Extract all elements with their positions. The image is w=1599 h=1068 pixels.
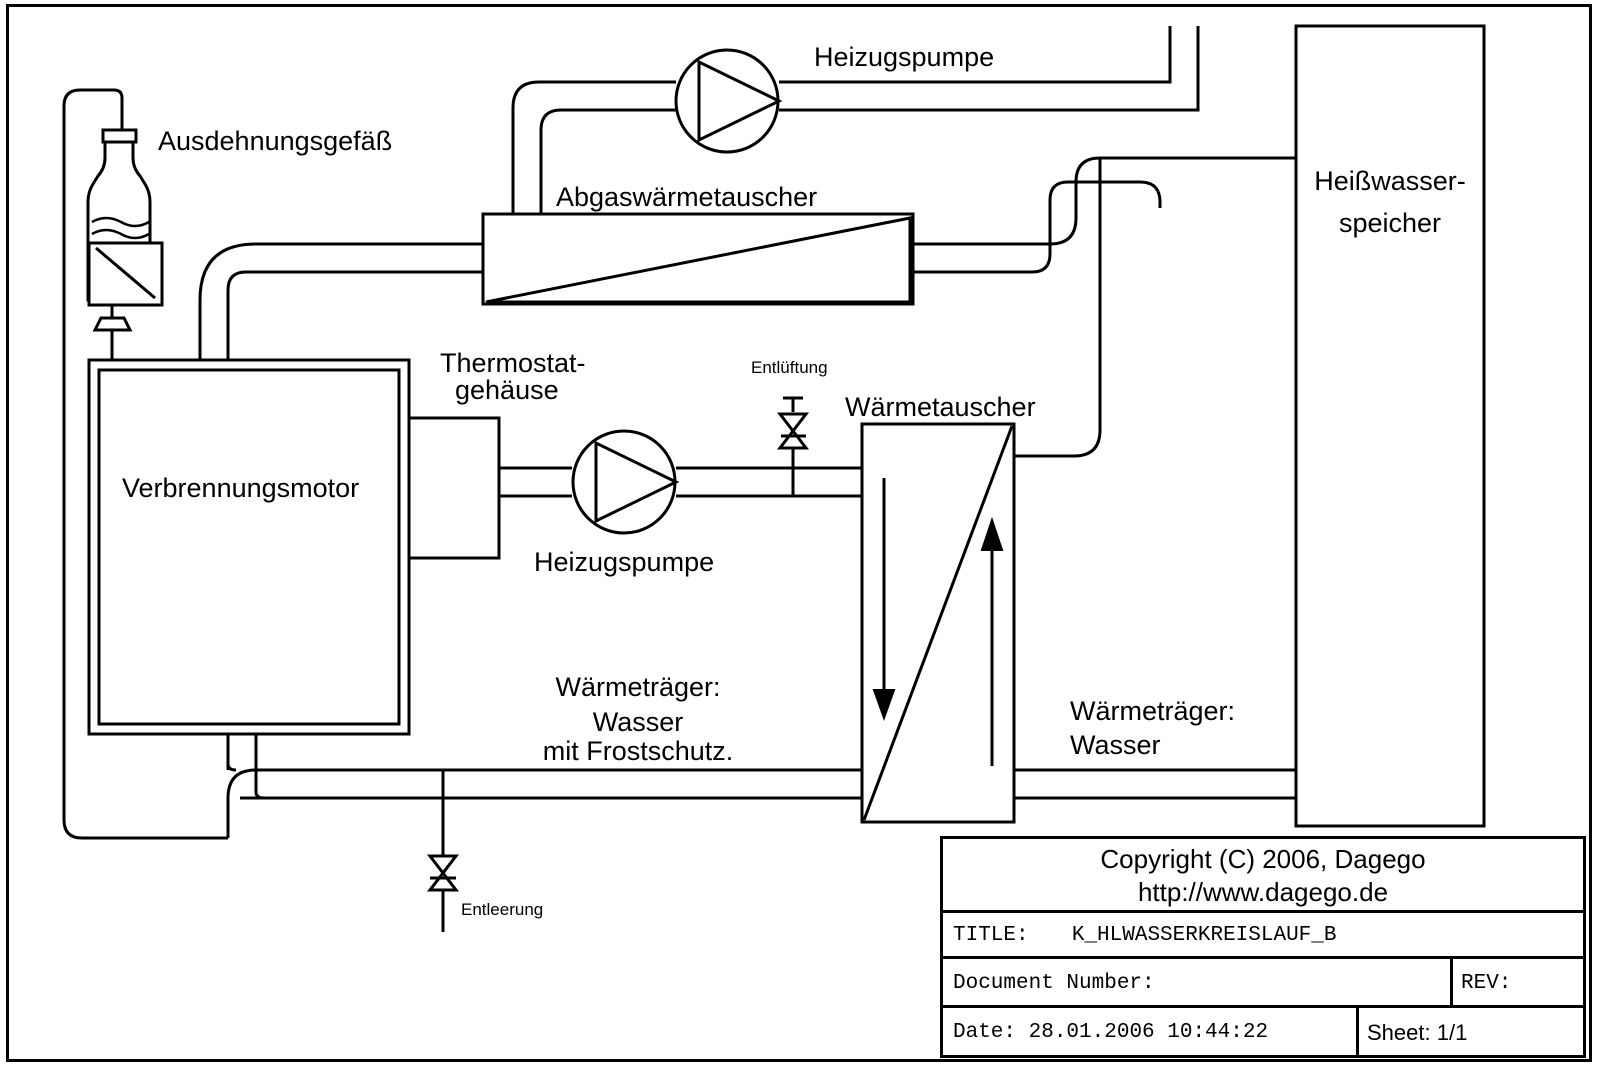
revision-cell bbox=[1450, 959, 1586, 1008]
label-vent-valve: Entlüftung bbox=[751, 358, 828, 377]
thermostat-housing bbox=[409, 418, 499, 558]
plate-heat-exchanger bbox=[862, 424, 1014, 822]
copyright-line1: Copyright (C) 2006, Dagego bbox=[1100, 844, 1426, 874]
drain-valve bbox=[430, 800, 456, 932]
pump-top bbox=[676, 50, 779, 152]
label-expansion-vessel: Ausdehnungsgefäß bbox=[158, 126, 393, 156]
label-medium-left-line1: Wärmeträger: bbox=[555, 672, 721, 702]
exhaust-heat-exchanger bbox=[483, 214, 913, 304]
label-exhaust-heat-exchanger: Abgaswärmetauscher bbox=[556, 182, 818, 212]
date-value: 28.01.2006 10:44:22 bbox=[1028, 1021, 1269, 1044]
engine-inner bbox=[99, 370, 399, 724]
label-medium-right-line2: Wasser bbox=[1070, 730, 1161, 760]
title-block bbox=[940, 836, 1586, 1058]
hot-water-tank bbox=[1296, 26, 1484, 826]
label-medium-left-line3: mit Frostschutz. bbox=[542, 736, 734, 766]
label-thermostat-housing-line2: gehäuse bbox=[455, 375, 559, 405]
label-drain-valve: Entleerung bbox=[461, 900, 544, 919]
label-engine: Verbrennungsmotor bbox=[122, 473, 360, 503]
title-label: TITLE: bbox=[953, 924, 1029, 947]
label-medium-right-line1: Wärmeträger: bbox=[1070, 696, 1236, 726]
revision-label: REV: bbox=[1461, 972, 1512, 995]
pump-middle bbox=[573, 431, 676, 533]
document-number-label: Document Number: bbox=[953, 972, 1155, 995]
vent-valve bbox=[780, 398, 806, 470]
copyright-block bbox=[943, 839, 1583, 913]
copyright-line2: http://www.dagego.de bbox=[1137, 877, 1389, 907]
date-label: Date: bbox=[953, 1021, 1017, 1044]
label-hot-water-tank-line1: Heißwasser- bbox=[1314, 166, 1466, 196]
title-row bbox=[943, 913, 1583, 959]
label-pump-top: Heizugspumpe bbox=[814, 42, 995, 72]
sheet-label: Sheet: bbox=[1367, 1020, 1431, 1045]
label-plate-heat-exchanger: Wärmetauscher bbox=[845, 392, 1036, 422]
label-thermostat-housing-line1: Thermostat- bbox=[440, 348, 586, 378]
label-medium-left-line2: Wasser bbox=[592, 707, 684, 737]
label-pump-middle: Heizugspumpe bbox=[534, 547, 715, 577]
label-hot-water-tank-line2: speicher bbox=[1338, 208, 1442, 238]
title-value: K_HLWASSERKREISLAUF_B bbox=[1071, 924, 1337, 947]
sheet-cell bbox=[1356, 1008, 1586, 1058]
sheet-value: 1/1 bbox=[1436, 1020, 1468, 1045]
